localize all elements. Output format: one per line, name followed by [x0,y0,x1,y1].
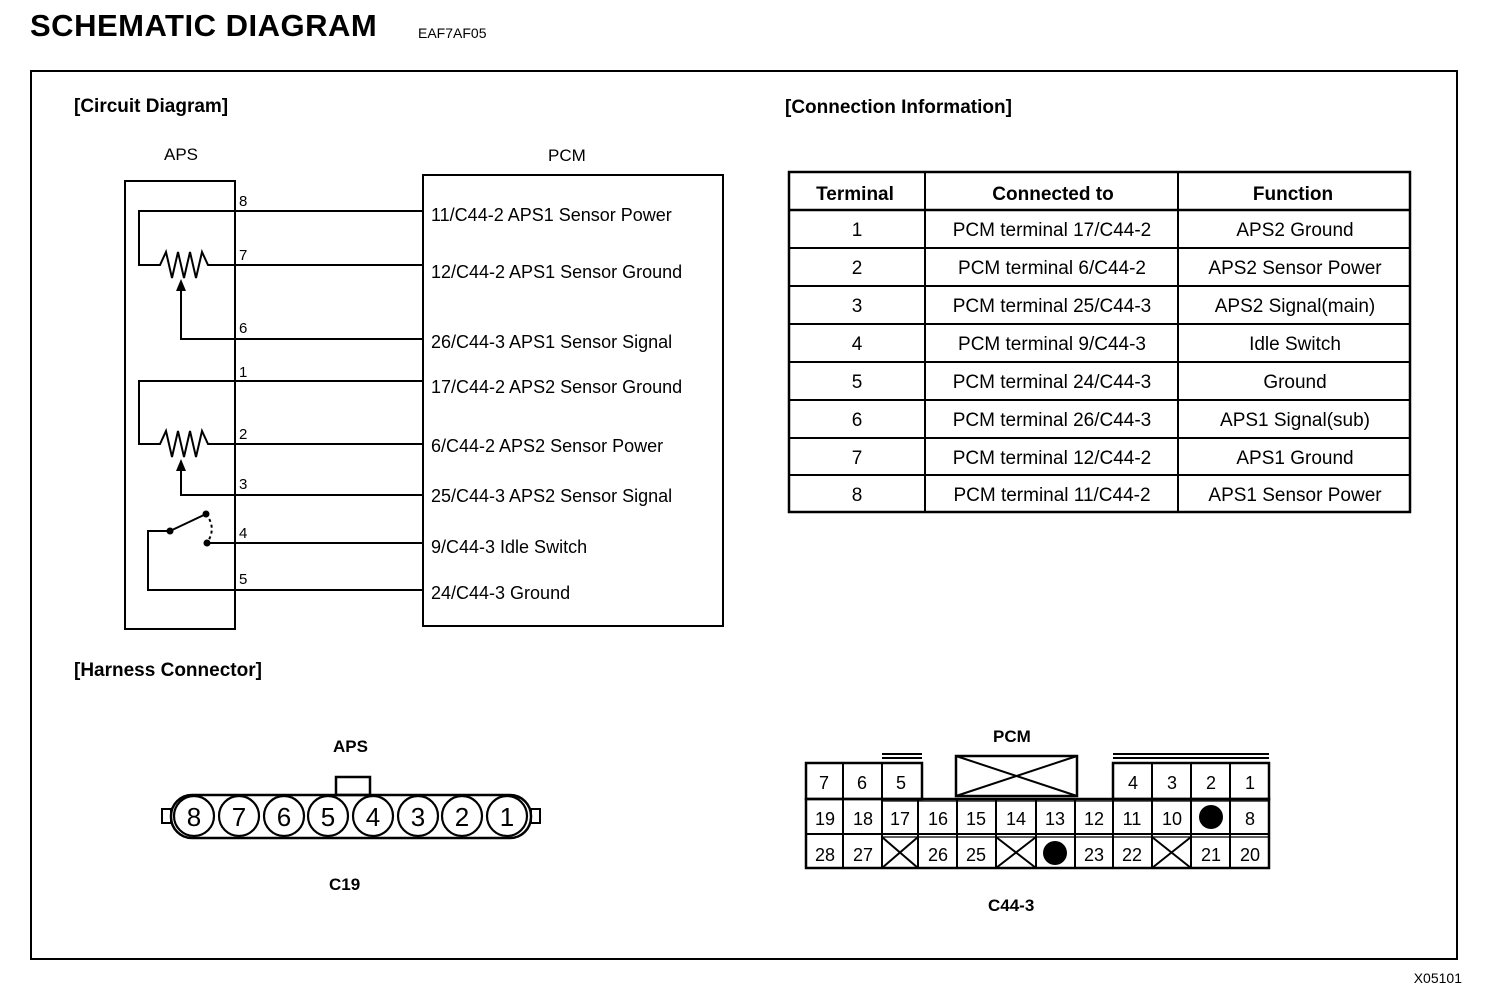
table-header: Connected to [992,184,1114,205]
figure-id: X05101 [1413,970,1462,986]
connector-pin: 2 [1205,773,1217,793]
table-cell: 7 [851,448,863,469]
connector-pin: 13 [1044,809,1066,829]
circuit-section-title: [Circuit Diagram] [74,96,229,117]
connector-pin: 10 [1161,809,1183,829]
connector-pin: 4 [1127,773,1139,793]
table-cell: 8 [851,485,863,506]
connector-pin: 15 [965,809,987,829]
pin-label: 3 [239,476,248,493]
connector-pin: 3 [410,802,426,832]
pcm-connection: 12/C44-2 APS1 Sensor Ground [431,262,683,282]
connector-pin: 14 [1005,809,1027,829]
pcm-connection: 25/C44-3 APS2 Sensor Signal [431,486,673,506]
aps2-resistor [152,431,235,457]
pcm-connection: 17/C44-2 APS2 Sensor Ground [431,377,683,397]
connection-table [816,184,1382,506]
pcm-box [423,175,723,626]
connector-pin: 11 [1122,809,1142,829]
connector-pin: 6 [856,773,868,793]
connector-pin: 20 [1239,845,1261,865]
table-cell: APS2 Sensor Power [1208,258,1382,279]
connector-pin: 1 [1244,773,1256,793]
connector-pin: 1 [499,802,515,832]
table-header: Function [1252,184,1334,205]
pin-label: 7 [239,247,248,264]
table-cell: PCM terminal 25/C44-3 [952,296,1152,317]
connector-pin: 16 [927,809,949,829]
aps-connector-body [162,777,540,838]
pin-label: 8 [239,193,248,210]
table-cell: 2 [851,258,863,279]
pcm-label: PCM [548,146,586,165]
connector-pin: 8 [1244,809,1256,829]
pcm-connection: 9/C44-3 Idle Switch [431,537,588,557]
aps-connector-pins [174,796,527,836]
table-cell: Idle Switch [1249,334,1341,355]
aps-connector-numbers [187,802,514,832]
table-cell: APS2 Ground [1236,220,1354,241]
connector-pin: 27 [852,845,874,865]
aps-connector-name: C19 [329,875,361,894]
aps1-wire [139,211,235,265]
pin-label: 4 [239,525,248,542]
pcm-connection: 11/C44-2 APS1 Sensor Power [431,205,672,225]
connector-pin: 6 [276,802,292,832]
connector-pin: 23 [1083,845,1105,865]
pcm-connection-labels [431,205,682,603]
connector-pin: 25 [965,845,987,865]
table-cell: APS2 Signal(main) [1214,296,1376,317]
page-title: SCHEMATIC DIAGRAM [30,8,378,43]
table-cell: APS1 Sensor Power [1208,485,1382,506]
aps-label: APS [164,145,199,164]
connector-pin: 17 [889,809,911,829]
pin-label: 5 [239,571,248,588]
pcm-connection: 6/C44-2 APS2 Sensor Power [431,436,664,456]
pcm-connector-name: C44-3 [988,896,1035,915]
pin-label: 6 [239,320,248,337]
aps-pin-labels [239,193,247,588]
table-cell: 3 [851,296,863,317]
connector-pin: 7 [231,802,247,832]
connector-pin: 3 [1166,773,1178,793]
connector-pin: 22 [1121,845,1143,865]
table-cell: PCM terminal 12/C44-2 [952,448,1152,469]
connector-pin: 18 [852,809,874,829]
pin-label: 2 [239,426,248,443]
table-cell: APS1 Signal(sub) [1220,410,1370,431]
pcm-connector-body [806,754,1269,868]
table-cell: PCM terminal 17/C44-2 [952,220,1152,241]
aps1-resistor [152,252,235,278]
connector-pin: 7 [818,773,830,793]
aps2-wire [139,381,235,444]
aps2-wiper [181,468,235,495]
table-cell: PCM terminal 6/C44-2 [958,258,1146,279]
table-cell: APS1 Ground [1236,448,1354,469]
table-cell: PCM terminal 24/C44-3 [952,372,1152,393]
table-cell: PCM terminal 11/C44-2 [953,485,1151,506]
pin-label: 1 [239,364,248,381]
aps1-arrow [176,279,186,291]
connector-pin: 5 [895,773,907,793]
connector-pin: 2 [454,802,470,832]
table-cell: 4 [851,334,863,355]
connector-pin: 19 [814,809,836,829]
idle-switch-wire [148,531,235,590]
connector-pin: 5 [320,802,336,832]
aps-box [125,181,235,629]
aps1-wiper [181,288,235,339]
document-code: EAF7AF05 [418,25,487,41]
idle-switch-arm [170,514,206,531]
connection-section-title: [Connection Information] [785,97,1012,118]
connector-pin: 28 [814,845,836,865]
pcm-connection: 24/C44-3 Ground [431,583,571,603]
idle-switch-dashed [206,514,212,543]
table-cell: PCM terminal 26/C44-3 [952,410,1152,431]
harness-section-title: [Harness Connector] [74,660,262,681]
pcm-connection: 26/C44-3 APS1 Sensor Signal [431,332,673,352]
connector-pin: 21 [1200,845,1222,865]
table-cell: Ground [1263,372,1327,393]
table-cell: 5 [851,372,863,393]
pcm-connector-label: PCM [993,727,1031,746]
table-header: Terminal [816,184,894,205]
aps-connector-label: APS [333,737,368,756]
circuit-markers [167,279,211,547]
connector-pin: 4 [365,802,381,832]
aps2-arrow [176,459,186,471]
table-cell: PCM terminal 9/C44-3 [958,334,1146,355]
table-cell: 1 [851,220,863,241]
connector-pin: 8 [186,802,202,832]
connector-pin: 26 [927,845,949,865]
circuit-wiring [125,175,723,629]
connector-pin: 12 [1083,809,1105,829]
table-cell: 6 [851,410,863,431]
